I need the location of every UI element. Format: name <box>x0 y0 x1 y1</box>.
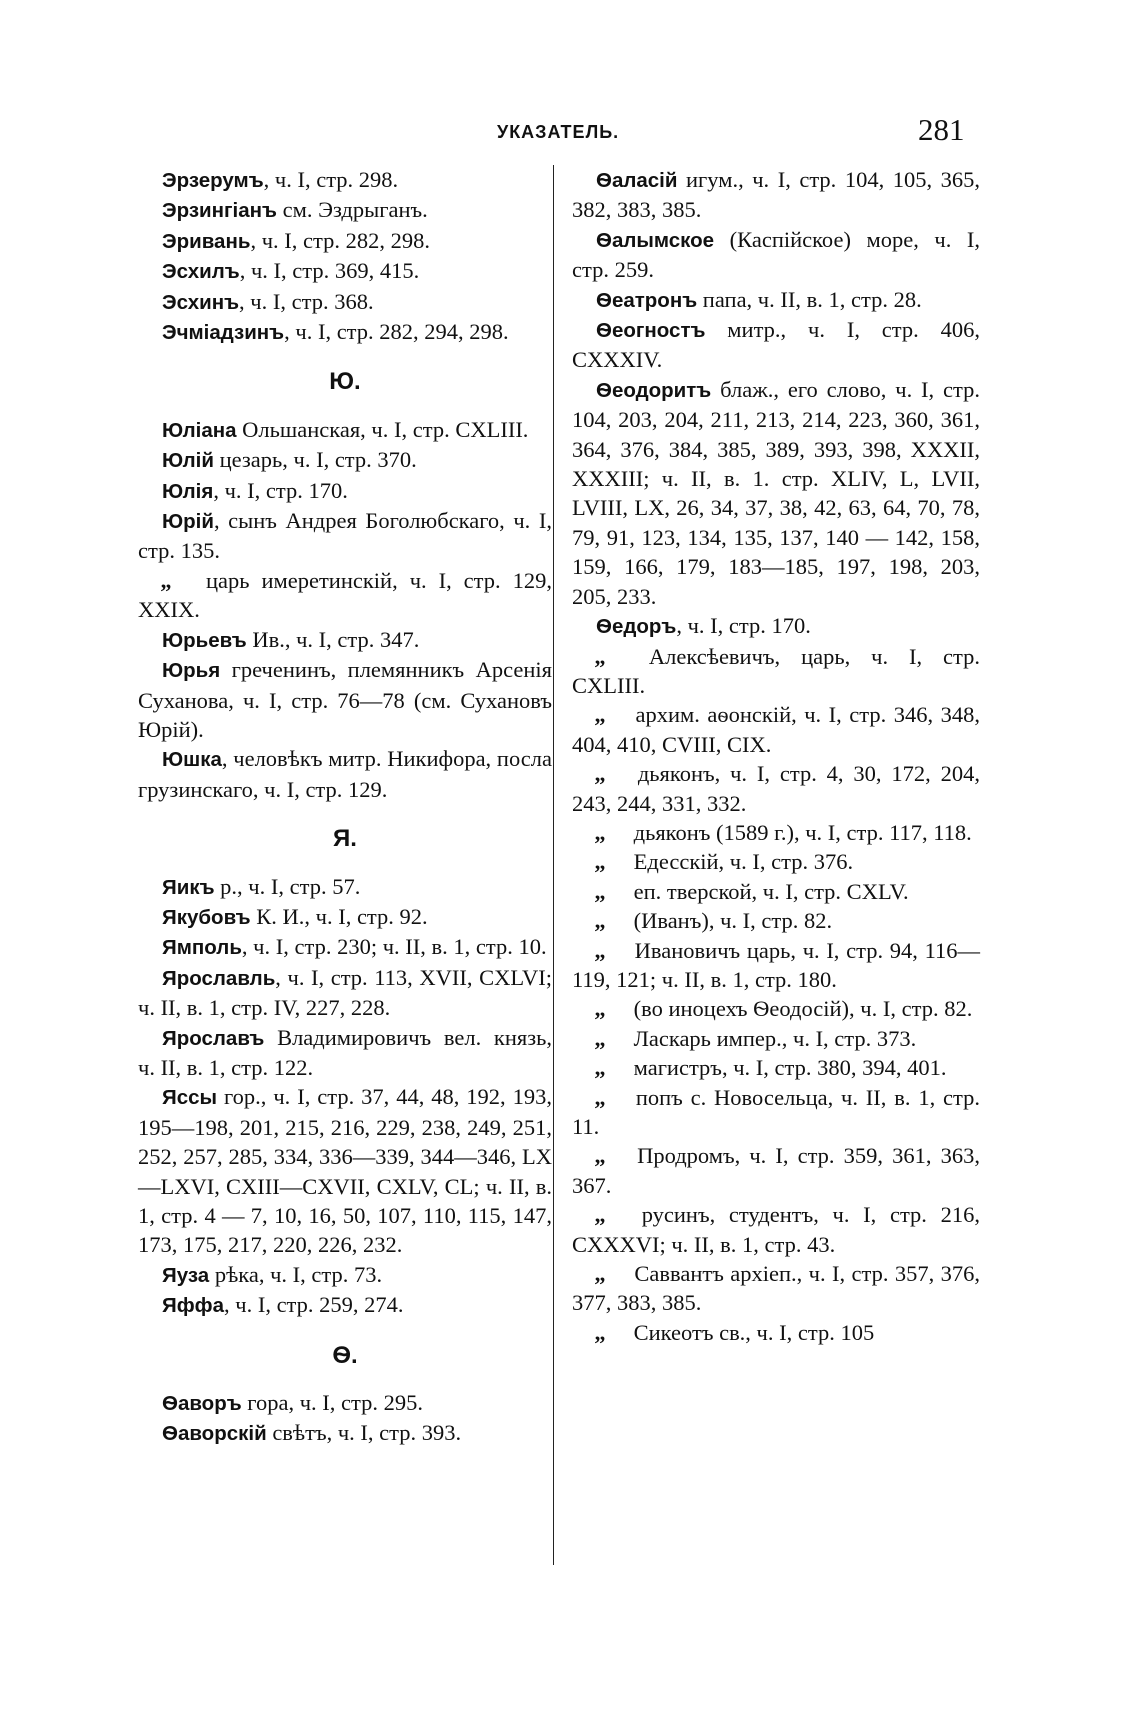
entry-text: дьяконъ (1589 г.), ч. I, стр. 117, 118. <box>628 819 972 845</box>
headword: Эрзингіанъ <box>162 199 277 223</box>
section-letter-ya: Я. <box>333 825 357 853</box>
headword: Эсхилъ <box>162 260 240 284</box>
ditto-mark: „ <box>594 1202 606 1228</box>
ditto-mark: „ <box>594 1055 606 1081</box>
entry-text: русинъ, студентъ, ч. I, стр. 216, CXXXVI; ч. II, в. 1, стр. 43. <box>572 1202 980 1257</box>
index-entry <box>572 375 980 611</box>
index-entry <box>138 476 552 506</box>
headword: Ямполь <box>162 936 242 960</box>
entry-text: Ласкарь импер., ч. I, стр. 373. <box>628 1025 917 1051</box>
index-entry <box>138 1290 552 1320</box>
index-entry <box>138 506 552 566</box>
entry-text: (Каспійское) море, ч. I, стр. 259. <box>572 226 980 283</box>
entry-text: К. И., ч. I, стр. 92. <box>250 903 428 929</box>
entry-text: см. Эздрыганъ. <box>276 197 428 223</box>
entry-text: , ч. I, стр. 368. <box>239 288 374 314</box>
entries-fita <box>138 1388 552 1449</box>
entry-text: Алексѣевичъ, царь, ч. I, стр. CXLIII. <box>572 643 980 698</box>
index-entry <box>138 287 552 317</box>
index-subentry <box>572 642 980 701</box>
entry-text: (во иноцехъ Ѳеодосій), ч. I, стр. 82. <box>628 996 973 1022</box>
entry-text: архим. аѳонскій, ч. I, стр. 346, 348, 404, 410, CVIII, CIX. <box>572 702 980 757</box>
index-subentry <box>572 1259 980 1318</box>
headword: Ярославъ <box>162 1026 265 1050</box>
entry-text: , ч. I, стр. 113, XVII, CXLVI; ч. II, в. 1, стр. IV, 227, 228. <box>138 964 552 1021</box>
index-entry <box>138 226 552 256</box>
entry-text: , ч. I, стр. 170. <box>213 477 348 503</box>
section-letter-yu: Ю. <box>329 368 361 396</box>
entries-yu <box>138 415 552 804</box>
index-entry <box>138 1082 552 1259</box>
entry-text: магистръ, ч. I, стр. 380, 394, 401. <box>628 1055 947 1081</box>
headword: Эрзерумъ <box>162 169 264 192</box>
ditto-mark: „ <box>594 1143 606 1169</box>
entry-text: р., ч. I, стр. 57. <box>214 873 361 899</box>
index-entry <box>138 932 552 962</box>
index-subentry <box>572 700 980 759</box>
index-entry <box>572 315 980 375</box>
index-subentry <box>572 994 980 1023</box>
headword: Ѳедоръ <box>596 615 677 639</box>
entry-text: блаж., его слово, ч. I, стр. 104, 203, 204, 211, 213, 214, 223, 360, 361, 364, 376, 384, 385, 389, 393, 398, XXXII, XXXIII; ч. II, в. 1. стр. XLIV, L, LVII, LVIII, LX, 26, 34, 37, 38, 42, 63, 64, 70, 78, 79, 91, 123, 134, 135, 137, 140 — 142, 158, 159, 166, 179, 183—185, 197, 198, 203, 205, 233. <box>572 376 980 609</box>
headword: Ѳаласій <box>596 169 678 192</box>
ditto-mark: „ <box>594 878 606 904</box>
headword: Яуза <box>162 1263 210 1287</box>
headword: Якубовъ <box>162 905 251 929</box>
page-number: 281 <box>918 112 965 147</box>
ditto-mark: „ <box>594 1025 606 1051</box>
index-subentry <box>138 566 552 625</box>
index-entry <box>572 225 980 285</box>
headword: Ѳаворскій <box>162 1422 267 1446</box>
index-subentry <box>572 759 980 818</box>
ditto-mark: „ <box>594 849 606 875</box>
headword: Юлій <box>162 449 214 473</box>
entry-text: игум., ч. I, стр. 104, 105, 365, 382, 383, 385. <box>572 167 980 223</box>
entry-text: , ч. I, стр. 298. <box>263 167 399 192</box>
entry-text: гора, ч. I, стр. 295. <box>241 1390 423 1416</box>
ditto-mark: „ <box>594 819 606 845</box>
ditto-mark: „ <box>594 1084 606 1110</box>
entry-text: Ив., ч. I, стр. 347. <box>246 626 420 652</box>
entry-text: , ч. I, стр. 282, 294, 298. <box>284 319 509 345</box>
left-column <box>138 165 552 1449</box>
index-entry <box>138 1418 552 1448</box>
index-entry <box>138 872 552 902</box>
headword: Ѳаворъ <box>162 1392 242 1416</box>
ditto-mark: „ <box>594 996 606 1022</box>
index-subentry <box>572 936 980 995</box>
headword: Юрья <box>162 659 221 683</box>
entry-text: Продромъ, ч. I, стр. 359, 361, 363, 367. <box>572 1143 980 1198</box>
index-entry <box>138 415 552 445</box>
column-divider <box>553 165 554 1565</box>
index-entry <box>138 744 552 804</box>
headword: Эчміадзинъ <box>162 321 285 345</box>
headword: Ярославль <box>162 966 276 990</box>
ditto-mark: „ <box>594 937 606 963</box>
index-entry <box>572 285 980 315</box>
index-entry <box>138 317 552 347</box>
index-subentry <box>572 1024 980 1053</box>
entry-text: , сынъ Андрея Боголюбскаго, ч. I, стр. 135. <box>138 508 552 564</box>
entry-text: Ивановичъ царь, ч. I, стр. 94, 116—119, 121; ч. II, в. 1, стр. 180. <box>572 937 980 992</box>
index-subentry <box>572 1318 980 1347</box>
headword: Эсхинъ <box>162 290 240 314</box>
index-entry <box>138 165 552 195</box>
index-entry <box>572 165 980 225</box>
ditto-mark: „ <box>594 702 606 728</box>
headword: Яикъ <box>162 875 215 899</box>
entry-text: свѣтъ, ч. I, стр. 393. <box>266 1420 462 1446</box>
headword: Юліана <box>162 418 237 442</box>
index-subentry <box>572 818 980 847</box>
headword: Юшка <box>162 748 222 772</box>
index-subentry <box>572 1053 980 1082</box>
index-subentry <box>572 1200 980 1259</box>
index-entry <box>138 902 552 932</box>
entry-text: , ч. I, стр. 282, 298. <box>250 227 430 253</box>
headword: Ѳеогностъ <box>596 319 706 343</box>
index-subentry <box>572 1083 980 1142</box>
entry-text: цезарь, ч. I, стр. 370. <box>213 447 417 473</box>
entry-text: , человѣкъ митр. Никифора, посла грузинскаго, ч. I, стр. 129. <box>138 746 552 802</box>
ditto-mark: „ <box>594 1319 606 1345</box>
entry-text: , ч. I, стр. 170. <box>676 613 811 639</box>
section-letter-fita: Ѳ. <box>332 1341 358 1369</box>
entries-ya <box>138 872 552 1321</box>
index-entry <box>138 1023 552 1083</box>
headword: Юрьевъ <box>162 628 247 652</box>
index-subentry <box>572 847 980 876</box>
entry-text: царь имеретинскій, ч. I, стр. 129, XXIX. <box>138 567 552 623</box>
index-subentry <box>572 1141 980 1200</box>
entry-text: рѣка, ч. I, стр. 73. <box>209 1261 383 1287</box>
entry-text: Ольшанская, ч. I, стр. CXLIII. <box>236 416 529 442</box>
entry-text: еп. тверской, ч. I, стр. CXLV. <box>628 878 909 904</box>
index-entry <box>138 655 552 744</box>
index-entry <box>138 445 552 475</box>
ditto-mark: „ <box>160 567 172 593</box>
entry-text: гор., ч. I, стр. 37, 44, 48, 192, 193, 195—198, 201, 215, 216, 229, 238, 249, 251, 252, 257, 285, 334, 336—339, 344—346, LX—LXVI, CXIII—CXVII, CXLV, CL; ч. II, в. 1, стр. 4 — 7, 10, 16, 50, 107, 110, 115, 147, 173, 175, 217, 220, 226, 232. <box>138 1084 552 1258</box>
headword: Яффа <box>162 1294 225 1318</box>
entry-text: греченинъ, племянникъ Арсенія Суханова, ч. I, стр. 76—78 (см. Сухановъ Юрій). <box>138 657 552 742</box>
ditto-mark: „ <box>594 761 606 787</box>
headword: Юрій <box>162 510 214 534</box>
index-entry <box>572 611 980 641</box>
headword: Ѳеатронъ <box>596 288 698 312</box>
index-entry <box>138 963 552 1023</box>
entry-text: митр., ч. I, стр. 406, CXXXIV. <box>572 317 980 373</box>
headword: Ѳеодоритъ <box>596 378 712 402</box>
entry-text: , ч. I, стр. 259, 274. <box>224 1292 404 1318</box>
ditto-mark: „ <box>594 908 606 934</box>
index-entry <box>138 1388 552 1418</box>
entry-text: Едесскій, ч. I, стр. 376. <box>628 849 854 875</box>
page-header <box>0 112 1140 152</box>
entry-text: дьяконъ, ч. I, стр. 4, 30, 172, 204, 243, 244, 331, 332. <box>572 761 980 816</box>
index-entry <box>138 1260 552 1290</box>
ditto-mark: „ <box>594 1261 606 1287</box>
index-subentry <box>572 877 980 906</box>
index-entry <box>138 256 552 286</box>
ditto-mark: „ <box>594 643 606 669</box>
entry-text: Саввантъ архіеп., ч. I, стр. 357, 376, 377, 383, 385. <box>572 1261 980 1316</box>
entry-text: (Иванъ), ч. I, стр. 82. <box>628 908 833 934</box>
headword: Ѳалымское <box>596 228 715 252</box>
entry-text: Сикеотъ св., ч. I, стр. 105 <box>628 1319 875 1345</box>
entry-text: , ч. I, стр. 369, 415. <box>239 258 420 284</box>
running-title: УКАЗАТЕЛЬ. <box>497 122 620 142</box>
index-entry <box>138 625 552 655</box>
headword: Юлія <box>162 479 214 503</box>
right-column <box>572 165 980 1347</box>
entries-e <box>138 165 552 347</box>
entry-text: , ч. I, стр. 230; ч. II, в. 1, стр. 10. <box>241 934 547 960</box>
headword: Яссы <box>162 1086 218 1110</box>
index-subentry <box>572 906 980 935</box>
entry-text: попъ с. Новосельца, ч. II, в. 1, стр. 11. <box>572 1084 980 1139</box>
entry-text: Владимировичъ вел. князь, ч. II, в. 1, стр. 122. <box>138 1024 552 1080</box>
entry-text: папа, ч. II, в. 1, стр. 28. <box>697 286 922 312</box>
index-entry <box>138 195 552 225</box>
headword: Эривань <box>162 229 251 253</box>
